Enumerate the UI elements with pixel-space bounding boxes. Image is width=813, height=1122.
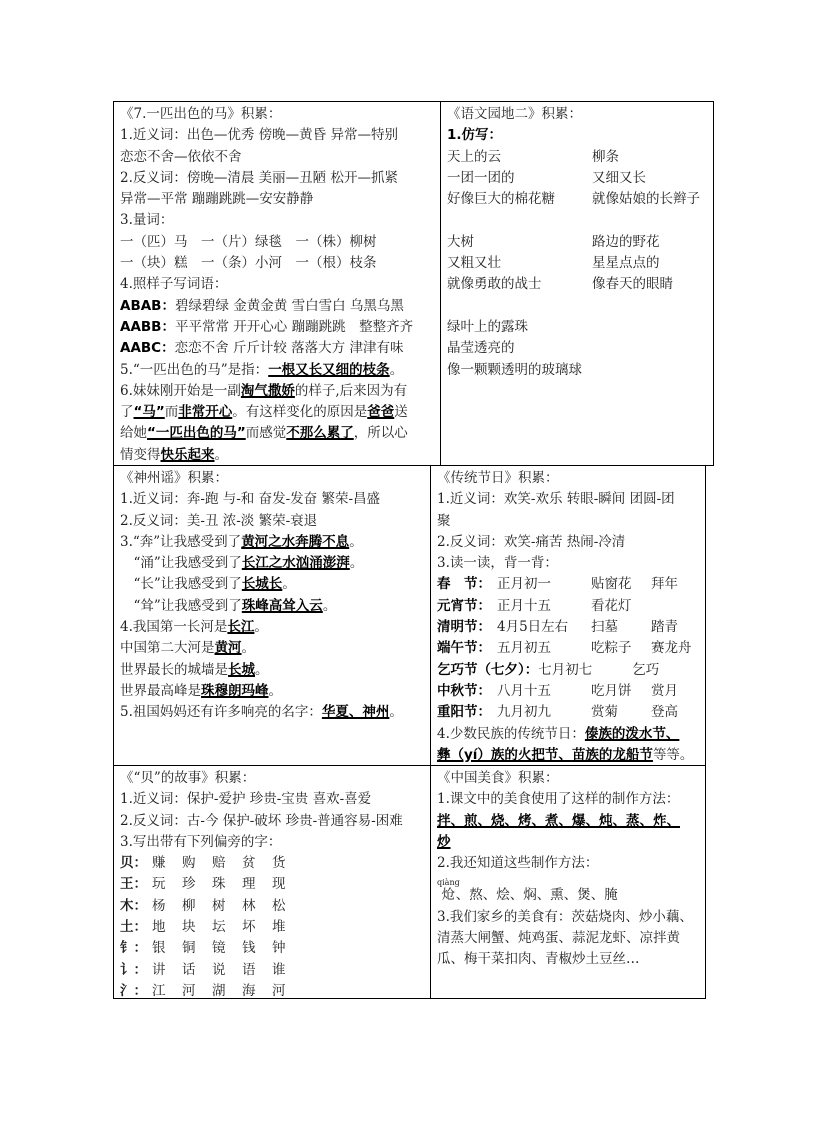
text: 赏菊 xyxy=(591,704,618,721)
text: 地 xyxy=(152,919,166,936)
text: 恋恋不舍 斤斤计较 落落大方 津津有味 xyxy=(174,340,404,357)
text-line xyxy=(120,296,440,317)
answer-text: 傣族的泼水节、 xyxy=(584,725,680,742)
text: 的样子,后来因为有 xyxy=(294,382,408,399)
text: 3.写出带有下列偏旁的字： xyxy=(120,833,282,850)
text-line xyxy=(120,853,430,874)
pinyin: qiàng xyxy=(437,878,460,888)
text: 树 xyxy=(212,897,226,914)
text-line xyxy=(120,381,440,402)
text: 赚 xyxy=(152,855,166,872)
text-line xyxy=(120,232,440,253)
text: 晶莹透亮的 xyxy=(447,340,515,357)
bold-label: AABC： xyxy=(120,340,175,357)
answer-text: 长城长 xyxy=(241,576,283,593)
text: 堆 xyxy=(272,919,286,936)
text-line xyxy=(437,660,705,681)
text-line xyxy=(437,553,705,574)
text-line xyxy=(447,360,713,381)
text: 柳条 xyxy=(592,148,619,165)
text-line xyxy=(447,274,713,295)
text-line xyxy=(437,928,705,949)
text-line xyxy=(120,489,430,510)
text-line xyxy=(437,832,705,853)
text: 谁 xyxy=(272,961,286,978)
text: 钟 xyxy=(272,940,286,957)
answer-text: 珠穆朗玛峰 xyxy=(201,682,269,699)
text: 氵： xyxy=(120,982,147,999)
text: 。 xyxy=(268,682,282,699)
text: 珠 xyxy=(212,876,226,893)
text: 讲 xyxy=(152,961,166,978)
text-line xyxy=(447,232,713,253)
bold-label: ABAB： xyxy=(120,297,175,314)
text-line xyxy=(447,210,713,231)
text: 像春天的眼睛 xyxy=(592,276,673,293)
bold-label: 重阳节： xyxy=(437,704,491,721)
text: 聚 xyxy=(437,512,451,529)
text-line xyxy=(120,917,430,938)
text: 木： xyxy=(120,897,147,914)
bold-label: 元宵节： xyxy=(437,597,491,614)
text-line xyxy=(120,574,430,595)
text-line xyxy=(120,811,430,832)
text: 《语文园地二》积累： xyxy=(447,106,582,122)
text: 贫 xyxy=(242,855,256,872)
text-line xyxy=(120,874,430,895)
text: 像一颗颗透明的玻璃球 xyxy=(447,361,582,378)
text: 大树 xyxy=(447,233,474,250)
text: 4.我国第一长河是 xyxy=(120,619,228,636)
text: 踏青 xyxy=(651,619,678,636)
text: 。 xyxy=(349,555,364,572)
bold-label: 春 节： xyxy=(437,576,491,593)
text: 钅： xyxy=(120,940,147,957)
answer-text: “一匹出色的马” xyxy=(147,425,246,442)
text: 1.近义词：保护-爱护 珍贵-宝贵 喜欢-喜爱 xyxy=(120,791,372,808)
text: 。 xyxy=(389,704,403,721)
text: 登高 xyxy=(651,704,678,721)
text: 恋恋不舍—依依不舍 xyxy=(120,148,242,165)
text: 5.“一匹出色的马”是指： xyxy=(120,361,269,378)
text: 九月初九 xyxy=(497,704,551,721)
text: “长”让我感受到了 xyxy=(120,576,242,593)
char: 炝 xyxy=(437,887,460,904)
text: “涌”让我感受到了 xyxy=(120,555,242,572)
text-line xyxy=(437,724,705,745)
text: 。 xyxy=(282,576,296,593)
text: 等等。 xyxy=(652,746,694,763)
text-line xyxy=(120,938,430,959)
text-line xyxy=(120,445,440,466)
text-line xyxy=(437,907,705,928)
bold-label: 乞巧节（七夕）： xyxy=(437,661,539,678)
text: 1.近义词：欢笑-欢乐 转眼-瞬间 团圆-团 xyxy=(437,491,675,508)
text-line xyxy=(447,168,713,189)
text-line xyxy=(120,768,430,789)
text-line xyxy=(437,949,705,970)
text: 天上的云 xyxy=(447,148,501,165)
text: 世界最长的城墙是 xyxy=(120,661,228,678)
answer-text: 黄河 xyxy=(214,640,242,657)
text: 扫墓 xyxy=(591,619,618,636)
text: 河 xyxy=(272,982,286,999)
text: 就像勇敢的战士 xyxy=(447,276,542,293)
text-line xyxy=(120,338,440,359)
text: 。 xyxy=(254,619,268,636)
text: 货 xyxy=(272,855,286,872)
text: 而 xyxy=(164,404,179,421)
text-line xyxy=(120,168,440,189)
text-line xyxy=(120,468,430,489)
text: 。 xyxy=(241,640,255,657)
text-line xyxy=(447,104,713,125)
text: 坏 xyxy=(242,919,256,936)
text-line xyxy=(447,125,713,146)
text-line xyxy=(437,617,705,638)
text-line xyxy=(120,832,430,853)
cell-yipi-chuse-de-ma xyxy=(113,101,441,466)
text: 1.近义词：出色—优秀 傍晚—黄昏 异常—特别 xyxy=(120,127,398,144)
text: 又细又长 xyxy=(592,169,646,186)
text-line xyxy=(437,489,705,510)
answer-text: 长江之水汹涌澎湃 xyxy=(241,555,350,572)
answer-text: 苗族的龙船节 xyxy=(571,746,653,763)
answer-text: 快乐起来 xyxy=(160,446,215,463)
answer-text: 淘气撒娇 xyxy=(240,382,295,399)
text-line xyxy=(120,617,430,638)
text: 一团一团的 xyxy=(447,169,515,186)
text-line xyxy=(437,853,705,874)
text: 、熬、烩、焖、熏、煲、腌 xyxy=(455,887,618,904)
text: 。有这样变化的原因是 xyxy=(232,404,368,421)
text: 语 xyxy=(242,961,256,978)
text: 说 xyxy=(212,961,226,978)
text: 。 xyxy=(255,661,269,678)
text: 松 xyxy=(272,897,286,914)
text: 4.照样子写词语： xyxy=(120,276,228,293)
answer-text: 长江 xyxy=(227,619,255,636)
answer-text: 一根又长又细的枝条 xyxy=(268,361,390,378)
text-line xyxy=(447,189,713,210)
text: 话 xyxy=(182,961,196,978)
text: 2.反义词：古-今 保护-破坏 珍贵-普通容易-困难 xyxy=(120,812,403,829)
answer-text: 长城 xyxy=(228,661,255,678)
text-line xyxy=(120,981,430,999)
text-line xyxy=(120,660,430,681)
text: 坛 xyxy=(212,919,226,936)
text-line xyxy=(120,147,440,168)
text-line xyxy=(120,511,430,532)
answer-text: 不那么累了 xyxy=(286,425,354,442)
text: 星星点点的 xyxy=(592,255,660,272)
text-line xyxy=(437,745,705,766)
text: 河 xyxy=(182,982,196,999)
text: 钱 xyxy=(242,940,256,957)
text: 块 xyxy=(182,919,196,936)
text-line xyxy=(120,189,440,210)
text: 土： xyxy=(120,919,147,936)
text-line xyxy=(437,874,705,906)
text: 瓜、梅干菜扣肉、青椒炒土豆丝… xyxy=(437,951,640,968)
text-line xyxy=(120,125,440,146)
text-line xyxy=(120,896,430,917)
answer-text: 非常开心 xyxy=(178,404,233,421)
text: 七月初七 xyxy=(538,661,593,678)
text: 贴窗花 xyxy=(591,576,632,593)
text-line xyxy=(447,296,713,317)
text: 。 xyxy=(214,446,228,463)
cell-bei-de-gushi xyxy=(113,765,431,999)
answer-text: 黄河之水奔腾不息 xyxy=(241,533,350,550)
text: 2.反义词：欢笑-痛苦 热闹-冷清 xyxy=(437,533,626,550)
text: 6.妹妹刚开始是一副 xyxy=(120,382,241,399)
text: 林 xyxy=(242,897,256,914)
text: 吃月饼 xyxy=(591,682,632,699)
text: 珍 xyxy=(182,876,196,893)
text: 《传统节日》积累： xyxy=(437,470,559,486)
text: 3.我们家乡的美食有：茨菇烧肉、炒小藕、 xyxy=(437,908,693,925)
text: 好像巨大的棉花糖 xyxy=(447,191,555,208)
text: 中国第二大河是 xyxy=(120,640,215,657)
text: 讠： xyxy=(120,961,147,978)
text: 海 xyxy=(242,982,256,999)
text: 《神州谣》积累： xyxy=(120,470,228,486)
text-line xyxy=(120,104,440,125)
text: 湖 xyxy=(212,982,226,999)
text-line xyxy=(447,338,713,359)
text-line xyxy=(437,468,705,489)
text: 4月5日左右 xyxy=(497,619,569,636)
bold-label: 1.仿写： xyxy=(447,127,503,144)
text: 购 xyxy=(182,855,196,872)
answer-text: 华夏、神州 xyxy=(321,704,390,721)
text: 乞巧 xyxy=(632,661,660,678)
text xyxy=(437,878,460,904)
text-line xyxy=(437,811,705,832)
text: 银 xyxy=(152,940,166,957)
text: 3.“奔”让我感受到了 xyxy=(120,533,242,550)
text: 正月十五 xyxy=(497,597,551,614)
text: 给她 xyxy=(120,425,147,442)
text: 碧绿碧绿 金黄金黄 雪白雪白 乌黑乌黑 xyxy=(174,297,404,314)
text: 镜 xyxy=(212,940,226,957)
text: 铜 xyxy=(182,940,196,957)
text: 赛龙舟 xyxy=(651,640,692,657)
text: 而感觉 xyxy=(245,425,287,442)
text-line xyxy=(120,532,430,553)
text: 柳 xyxy=(182,897,196,914)
text: 玩 xyxy=(152,876,166,893)
cell-shenzhou-yao xyxy=(113,465,431,766)
text-line xyxy=(120,596,430,617)
text: 江 xyxy=(152,982,166,999)
cell-zhongguo-meishi xyxy=(430,765,706,999)
cell-chuantong-jieri xyxy=(430,465,706,766)
bold-label: 清明节： xyxy=(437,619,491,636)
text: 赏月 xyxy=(651,682,678,699)
bold-label: 中秋节： xyxy=(437,682,491,699)
text: 1.课文中的美食使用了这样的制作方法： xyxy=(437,791,680,808)
text: 。 xyxy=(349,533,363,550)
text: 异常—平常 蹦蹦跳跳—安安静静 xyxy=(120,191,314,208)
answer-text: 彝（yí）族的火把节、 xyxy=(437,746,572,763)
text: 八月十五 xyxy=(497,682,551,699)
text: 2.反义词：美-丑 浓-淡 繁荣-衰退 xyxy=(120,512,318,529)
text-line xyxy=(120,553,430,574)
text: 就像姑娘的长辫子 xyxy=(592,191,700,208)
text-line xyxy=(120,960,430,981)
text: 路边的野花 xyxy=(592,233,660,250)
text: 2.我还知道这些制作方法： xyxy=(437,855,599,872)
text-line xyxy=(120,210,440,231)
text-line xyxy=(120,423,440,444)
text: “耸”让我感受到了 xyxy=(120,597,242,614)
answer-text: “马” xyxy=(133,404,165,421)
text-line xyxy=(120,702,430,723)
text: 《中国美食》积累： xyxy=(437,770,559,786)
cell-yuwen-yuandi-er xyxy=(440,101,714,466)
text-line xyxy=(120,789,430,810)
text: 杨 xyxy=(152,897,166,914)
text-line xyxy=(120,317,440,338)
text: 清蒸大闸蟹、炖鸡蛋、蒜泥龙虾、凉拌黄 xyxy=(437,930,680,947)
text: 绿叶上的露珠 xyxy=(447,318,528,335)
text: 一（块）糕 一（条）小河 一（根）枝条 xyxy=(120,255,377,272)
text: 赔 xyxy=(212,855,226,872)
answer-text: 拌、煎、烧、烤、煮、爆、炖、蒸、炸、 xyxy=(437,812,680,829)
text-line xyxy=(447,317,713,338)
text: 世界最高峰是 xyxy=(120,682,201,699)
text: 现 xyxy=(272,876,286,893)
text-line xyxy=(437,511,705,532)
text: 《“贝”的故事》积累： xyxy=(120,770,256,786)
text: 情变得 xyxy=(120,446,161,463)
text: 4.少数民族的传统节日： xyxy=(437,725,585,742)
text: 3.量词： xyxy=(120,212,174,229)
text-line xyxy=(437,768,705,789)
text-line xyxy=(120,638,430,659)
text-line xyxy=(437,638,705,659)
text: 5.祖国妈妈还有许多响亮的名字： xyxy=(120,704,322,721)
text-line xyxy=(437,596,705,617)
text-line xyxy=(437,532,705,553)
text: 。 xyxy=(322,597,337,614)
bold-label: AABB： xyxy=(120,318,175,335)
text-line xyxy=(120,360,440,381)
text: 送 xyxy=(394,404,408,421)
text: 3.读一读，背一背： xyxy=(437,555,558,572)
text: ，所以心 xyxy=(353,425,408,442)
text: 看花灯 xyxy=(591,597,632,614)
answer-text: 爸爸 xyxy=(367,404,395,421)
answer-text: 珠峰高耸入云 xyxy=(241,597,323,614)
text-line xyxy=(437,681,705,702)
text: 1.近义词：奔-跑 与-和 奋发-发奋 繁荣-昌盛 xyxy=(120,491,380,508)
text-line xyxy=(120,402,440,423)
text-line xyxy=(437,789,705,810)
text: 平平常常 开开心心 蹦蹦跳跳 整整齐齐 xyxy=(174,318,414,335)
text: 贝： xyxy=(120,855,147,872)
text: 拜年 xyxy=(651,576,678,593)
text: 2.反义词：傍晚—清晨 美丽—丑陋 松开—抓紧 xyxy=(120,169,398,186)
text: 又粗又壮 xyxy=(447,255,501,272)
text-line xyxy=(437,574,705,595)
text-line xyxy=(120,681,430,702)
text: 《7.一匹出色的马》积累： xyxy=(120,106,282,122)
text: 。 xyxy=(389,361,404,378)
answer-text: 炒 xyxy=(437,833,451,850)
text: 了 xyxy=(120,404,134,421)
text-line xyxy=(120,274,440,295)
text-line xyxy=(447,147,713,168)
text: 一（匹）马 一（片）绿毯 一（株）柳树 xyxy=(120,233,377,250)
text-line xyxy=(447,253,713,274)
text: 理 xyxy=(242,876,256,893)
text: 正月初一 xyxy=(497,576,551,593)
text-line xyxy=(120,253,440,274)
text: 五月初五 xyxy=(497,640,551,657)
bold-label: 端午节： xyxy=(437,640,491,657)
text-line xyxy=(437,702,705,723)
text: 王： xyxy=(120,876,147,893)
text: 吃粽子 xyxy=(591,640,632,657)
